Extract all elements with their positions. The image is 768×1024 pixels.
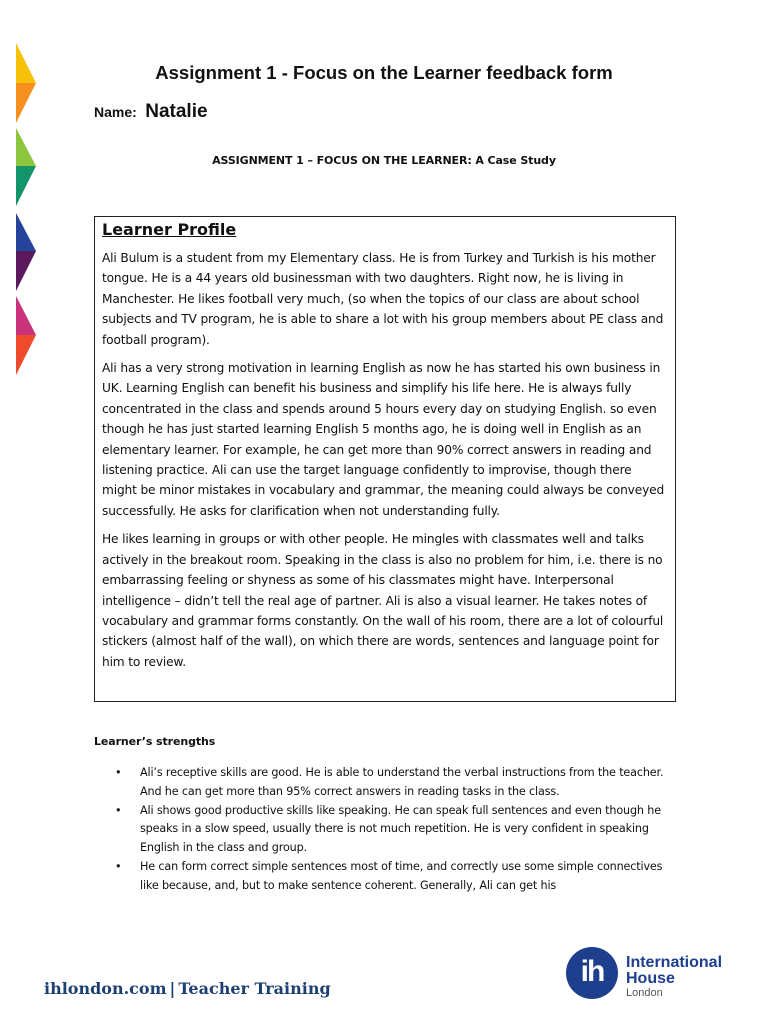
bullet-icon: •	[115, 803, 122, 817]
footer-section: Teacher Training	[178, 979, 331, 998]
bullet-icon: •	[115, 859, 122, 873]
case-study-subtitle: ASSIGNMENT 1 – FOCUS ON THE LEARNER: A Case Study	[212, 154, 556, 167]
strength-text: He can form correct simple sentences most of time, and correctly use some simple connectives like because, and, but to make sentence coherent. Generally, Ali can get his	[140, 859, 663, 892]
bullet-icon: •	[115, 766, 122, 779]
strengths-heading: Learner’s strengths	[94, 735, 216, 748]
logo-line-house: House	[626, 970, 675, 987]
footer-site-link[interactable]	[44, 979, 331, 998]
learner-profile-heading: Learner Profile	[102, 220, 237, 239]
profile-paragraph: Ali has a very strong motivation in learning English as now he has started his own business in UK. Learning English can benefit his business and simplify his life here. He is always fully concentrated in the class and spends around 5 hours every day on studying English. so even though he has just started learning English 5 months ago, he is doing well in English as an elementary learner. For example, he can get more than 90% correct answers in reading and listening practice. Ali can use the target language confidently to improvise, though there might be minor mistakes in vocabulary and grammar, the meaning could always be conveyed successfully. He asks for clarification when not understanding fully.	[102, 361, 665, 518]
name-value: Natalie	[145, 101, 208, 122]
strength-item	[112, 764, 672, 802]
strength-item	[112, 802, 672, 858]
strength-item	[112, 858, 672, 896]
document-title: Assignment 1 - Focus on the Learner feedback form	[155, 62, 613, 83]
decorative-ribbon	[16, 43, 38, 375]
logo-line-international: International	[626, 954, 723, 971]
logo-line-london: London	[626, 987, 663, 999]
strengths-list	[112, 764, 672, 896]
name-label: Name:	[94, 104, 137, 120]
learner-profile-box	[94, 216, 676, 702]
strength-text: Ali shows good productive skills like speaking. He can speak full sentences and even though he speaks in a slow speed, usually there is not much repetition. He is very confident in speaking English in the class and group.	[140, 803, 661, 855]
profile-paragraph: Ali Bulum is a student from my Elementary class. He is from Turkey and Turkish is his mother tongue. He is a 44 years old businessman with two daughters. Right now, he is living in Manchester. He likes football very much, (so when the topics of our class are about school subjects and TV program, he is able to share a lot with his group members about PE class and football program).	[102, 251, 664, 347]
international-house-logo	[566, 946, 736, 1006]
name-row	[94, 101, 208, 123]
footer-site: ihlondon.com	[44, 979, 167, 998]
ih-logo-mark: ih	[566, 947, 618, 999]
footer-separator: |	[169, 979, 176, 998]
profile-paragraph: He likes learning in groups or with other people. He mingles with classmates well and talks actively in the breakout room. Speaking in the class is also no problem for him, i.e. there is no embarrassing feeling or shyness as some of his classmates might have. Interpersonal intelligence – didn’t tell the real age of partner. Ali is also a visual learner. He takes notes of vocabulary and grammar forms constantly. On the wall of his room, there are a lot of colourful stickers (almost half of the wall), on which there are words, sentences and language point for him to review.	[102, 532, 664, 669]
strength-text: Ali’s receptive skills are good. He is able to understand the verbal instructions from the teacher. And he can get more than 95% correct answers in reading tasks in the class.	[140, 766, 664, 798]
